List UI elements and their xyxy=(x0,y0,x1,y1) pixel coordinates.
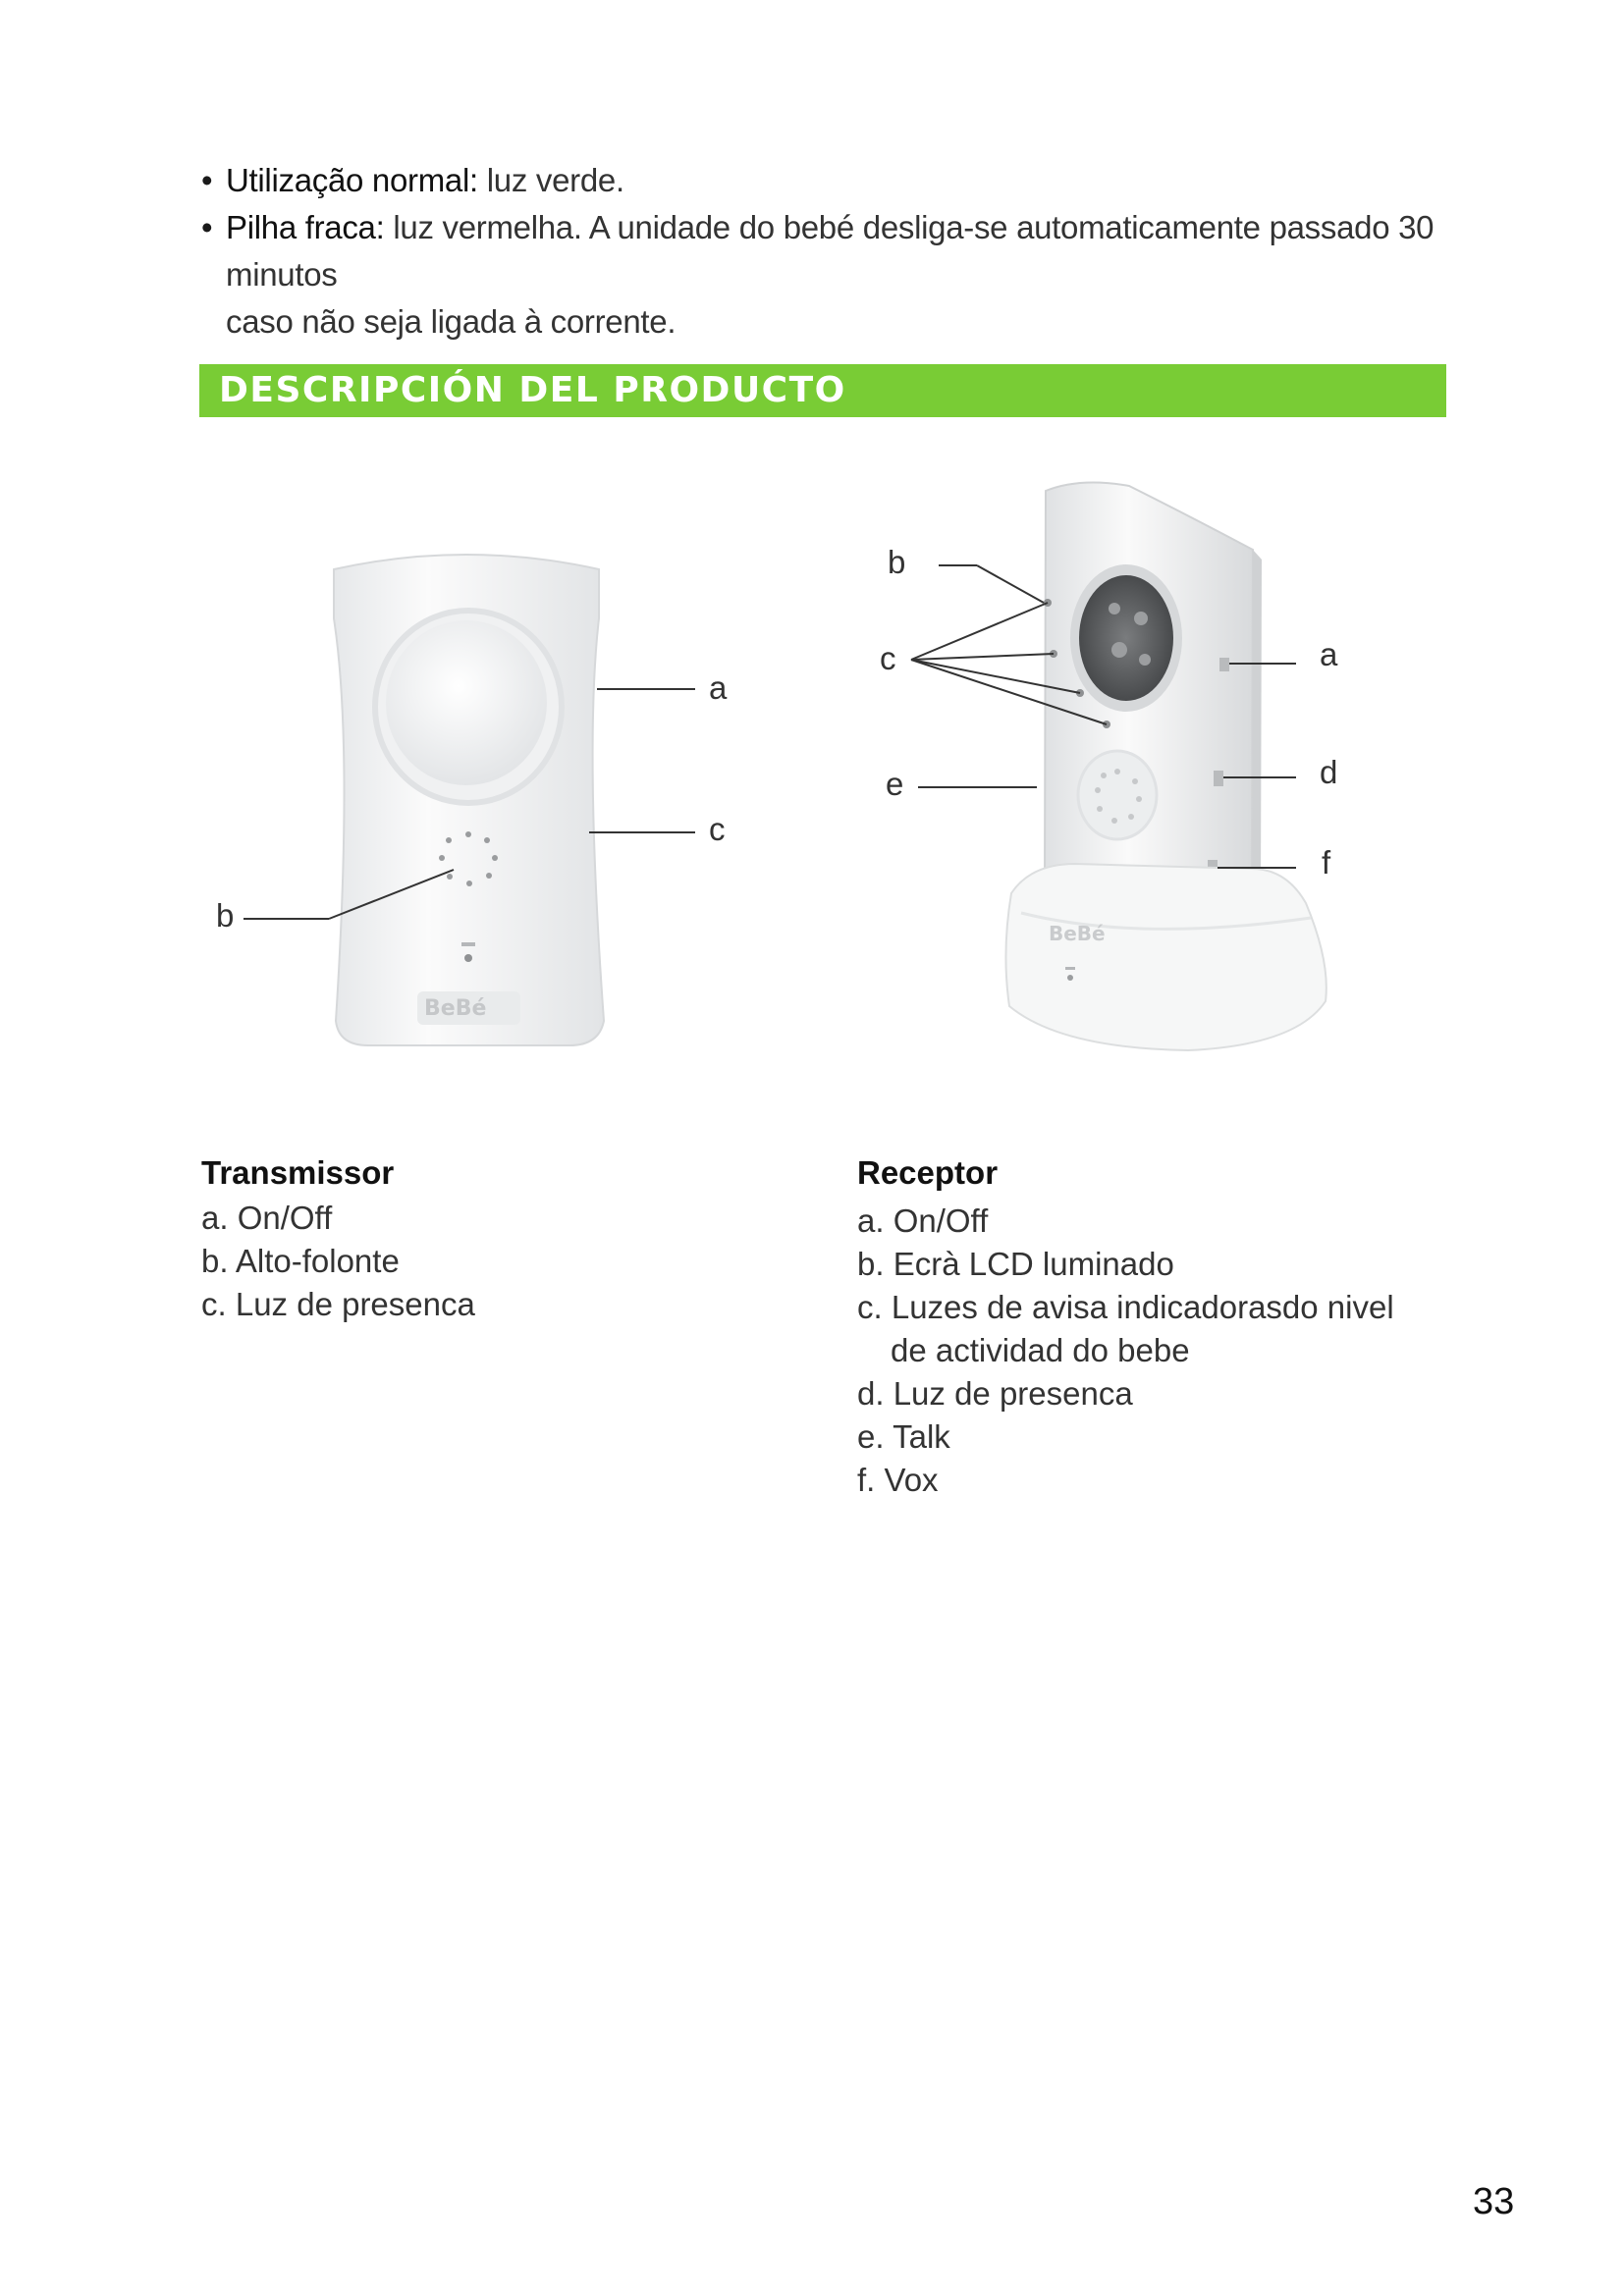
transmitter-title: Transmissor xyxy=(201,1154,395,1191)
bullet-desc: luz verde. xyxy=(486,162,624,198)
bullet-term: Pilha fraca: xyxy=(226,209,385,245)
section-title: DESCRIPCIÓN DEL PRODUCTO xyxy=(219,370,846,410)
section-heading-bar xyxy=(199,364,1446,417)
bullet-dot: • xyxy=(201,162,213,198)
status-light-bullets xyxy=(201,157,1478,346)
transmitter-parts-list xyxy=(201,1197,475,1326)
page-number: 33 xyxy=(1473,2181,1515,2222)
bullet-dot: • xyxy=(201,209,213,245)
transmitter-illustration xyxy=(196,530,746,1080)
receiver-title: Receptor xyxy=(857,1154,999,1191)
list-item: d. Luz de presenca xyxy=(857,1375,1133,1412)
receiver-callout-e: e xyxy=(886,766,904,802)
receiver-callout-a: a xyxy=(1320,636,1338,672)
list-item: e. Talk xyxy=(857,1418,950,1455)
transmitter-callout-b: b xyxy=(216,897,235,934)
list-item: a. On/Off xyxy=(201,1200,333,1236)
svg-text:BeBé: BeBé xyxy=(1049,922,1106,945)
list-item xyxy=(857,1286,1394,1372)
list-item: b. Alto-folonte xyxy=(201,1243,400,1279)
list-item: b. Ecrà LCD luminado xyxy=(857,1246,1174,1282)
bullet-normal-use xyxy=(201,157,1478,204)
receiver-callout-d: d xyxy=(1320,754,1338,790)
list-item-continuation: de actividad do bebe xyxy=(891,1332,1190,1368)
transmitter-figure xyxy=(196,530,746,1080)
receiver-callout-b: b xyxy=(888,544,906,580)
receiver-callout-c: c xyxy=(880,640,896,676)
svg-text:BeBé: BeBé xyxy=(424,996,487,1021)
transmitter-callout-a: a xyxy=(709,669,728,706)
bullet-desc: luz vermelha. A unidade do bebé desliga-se automaticamente passado 30 minutos xyxy=(226,209,1435,293)
receiver-illustration xyxy=(864,471,1375,1060)
bullet-desc-cont: caso não seja ligada à corrente. xyxy=(226,303,677,340)
transmitter-callout-c: c xyxy=(709,811,726,847)
bullet-low-battery xyxy=(201,204,1478,346)
list-item: f. Vox xyxy=(857,1462,939,1498)
list-item-text: c. Luzes de avisa indicadorasdo nivel xyxy=(857,1289,1394,1325)
receiver-figure xyxy=(864,471,1375,1060)
receiver-parts-list xyxy=(857,1200,1394,1502)
list-item: c. Luz de presenca xyxy=(201,1286,475,1322)
bullet-term: Utilização normal: xyxy=(226,162,478,198)
list-item: a. On/Off xyxy=(857,1202,989,1239)
receiver-callout-f: f xyxy=(1322,844,1331,881)
